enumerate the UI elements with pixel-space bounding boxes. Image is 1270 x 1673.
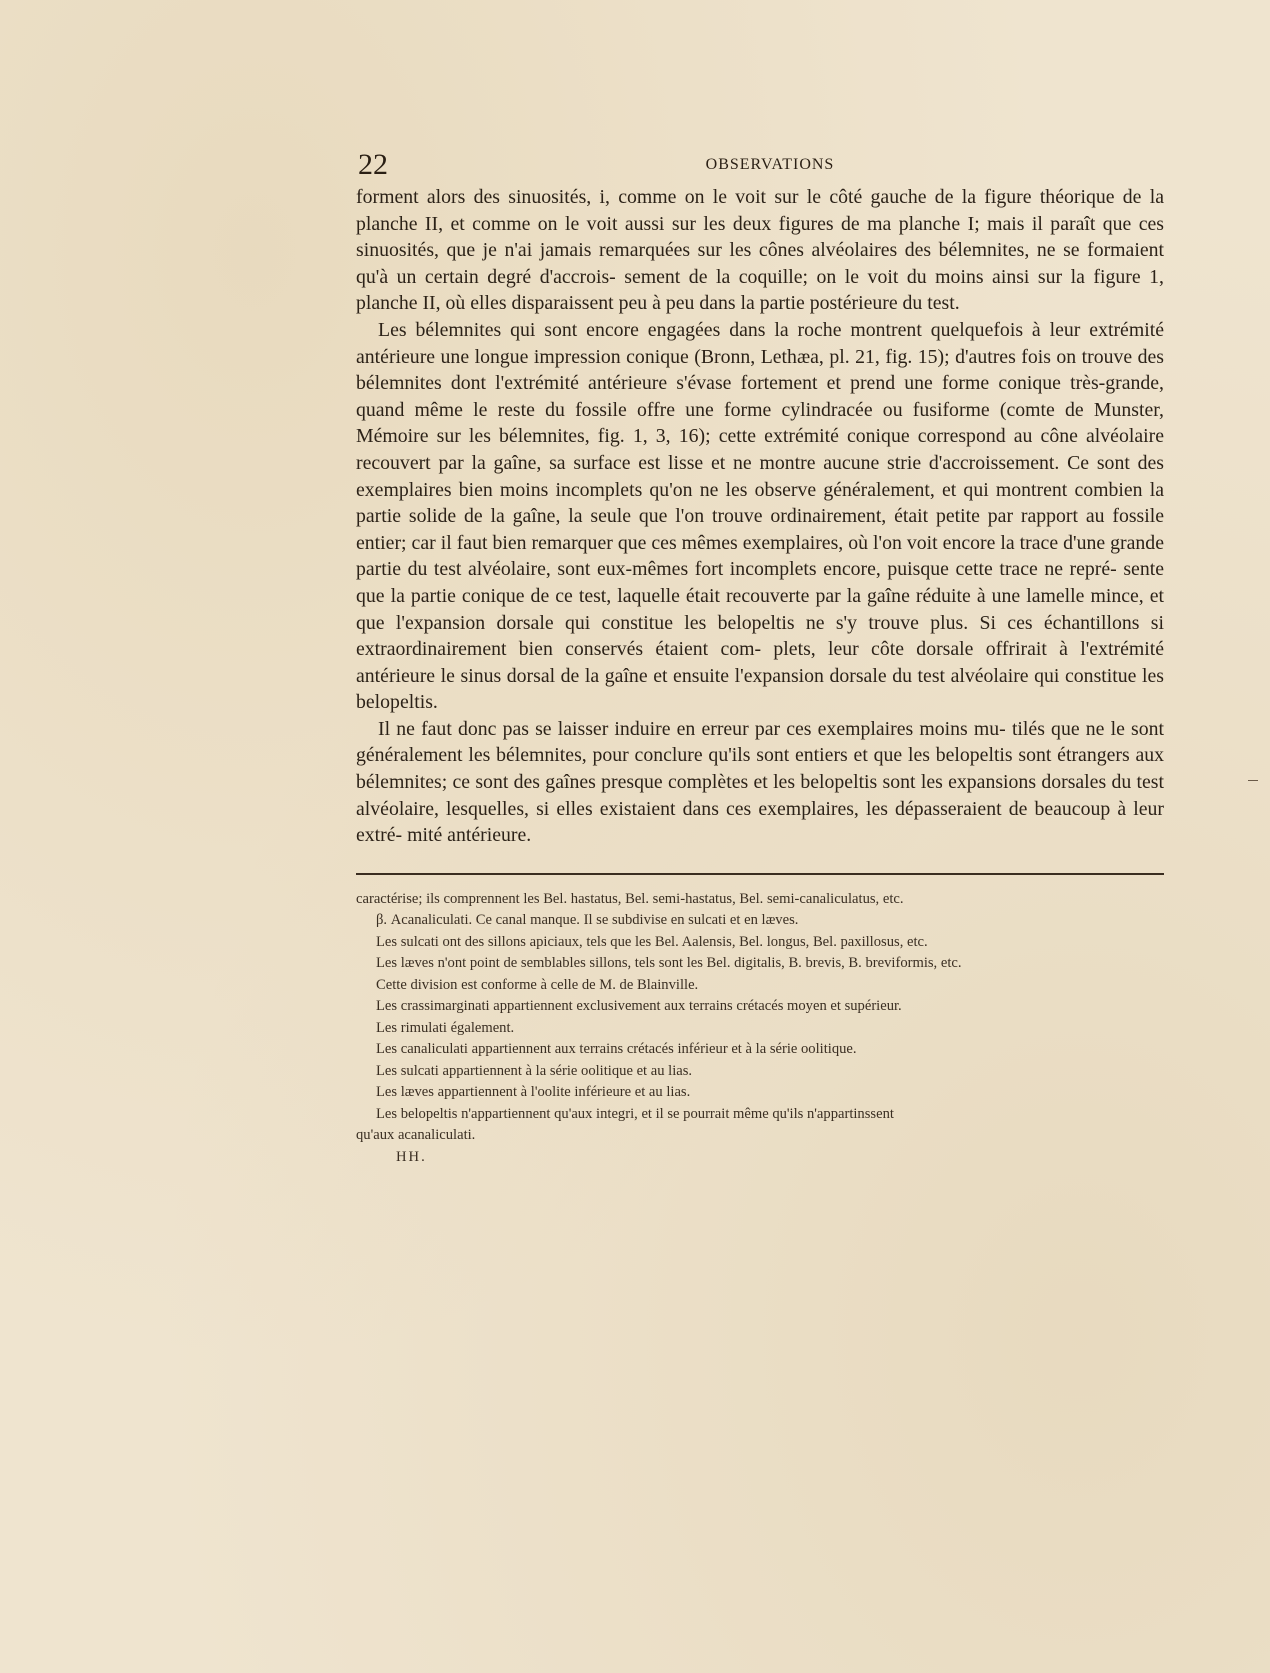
page-number: 22 <box>358 148 388 181</box>
text-line: recouvert par la gaîne, sa surface est lisse et ne montre aucune strie d'accroissement. <box>356 451 1060 474</box>
text-line: Les bélemnites qui sont encore engagées dans la roche montrent quelquefois à <box>378 318 1041 341</box>
text-line: mité antérieure. <box>407 824 532 847</box>
text-line: alvéolaire, sont eux-mêmes fort incomplets encore, puisque cette trace ne repré- <box>467 558 1117 581</box>
footnote-line: Les rimulati également. <box>376 1019 515 1036</box>
text-line: sement de la coquille; on le voit du moins ainsi sur la figure 1, planche II, où <box>356 265 1164 315</box>
footnote-line: caractérise; ils comprennent les Bel. hastatus, Bel. semi-hastatus, Bel. semi-canaliculatus, etc. <box>356 890 904 907</box>
text-line: si elles existaient dans ces exemplaires, les dépasseraient de beaucoup à leur extré- <box>356 797 1164 847</box>
page-header <box>356 150 1164 182</box>
text-line: Il ne faut donc pas se laisser induire en erreur par ces exemplaires moins mu- <box>378 717 1006 740</box>
footnote-line: Les canaliculati appartiennent aux terrains crétacés inférieur et à la série oolitique. <box>376 1041 857 1058</box>
text-line: fig. 15); d'autres fois on trouve des bélemnites dont l'extrémité antérieure s'évase <box>356 345 1165 395</box>
page <box>356 150 1164 1168</box>
text-line: cônes alvéolaires des bélemnites, ne se formaient qu'à un certain degré d'accrois- <box>356 239 1164 288</box>
text-line: trouve plus. Si ces échantillons si extraordinairement bien conservés étaient com- <box>356 611 1165 661</box>
text-line: leur extrémité antérieure une longue impression conique (Bronn, Lethæa, pl. 21, <box>356 318 1164 368</box>
text-line: tilés que ne le sont généralement les bélemnites, pour conclure qu'ils sont entiers <box>356 717 1165 767</box>
footnote-line: Les sulcati appartiennent à la série oolitique et au lias. <box>376 1062 693 1079</box>
text-line: fortement et prend une forme conique très-grande, quand même le reste du fossile <box>356 372 1164 421</box>
footnote-line: Les læves appartiennent à l'oolite inférieure et au lias. <box>376 1084 691 1101</box>
footnote-line: Cette division est conforme à celle de M. de Blainville. <box>376 976 699 993</box>
text-line: elles disparaissent peu à peu dans la partie postérieure du test. <box>470 292 960 315</box>
footnote-rule <box>356 873 1164 875</box>
text-line: et qui montrent combien la partie solide de la gaîne, la seule que l'on trouve <box>356 478 1164 528</box>
margin-mark <box>1248 780 1258 781</box>
paragraph-1 <box>356 184 1164 317</box>
footnote-line: Les sulcati ont des sillons apiciaux, tels que les Bel. Aalensis, Bel. longus, Bel. paxillosus, etc. <box>376 933 928 950</box>
footnote-line: qu'aux acanaliculati. <box>356 1127 476 1144</box>
text-line: forment alors des sinuosités, i, comme on le voit sur le côté gauche de la figure <box>356 186 1032 208</box>
footnote-signature: HH. <box>396 1148 427 1165</box>
footnote <box>356 889 1164 1169</box>
text-line: théorique de la planche II, et comme on le voit aussi sur les deux figures de ma <box>356 186 1164 235</box>
text-line: planche I; mais il paraît que ces sinuosités, que je n'ai jamais remarquées sur les <box>356 212 1164 262</box>
running-title: OBSERVATIONS <box>705 156 835 173</box>
footnote-line: Les læves n'ont point de semblables sillons, tels sont les Bel. digitalis, B. brevis, B. breviformis, etc. <box>376 955 962 972</box>
text-line: Ce sont des exemplaires bien moins incomplets qu'on ne les observe généralement, <box>356 451 1164 501</box>
text-line: bélemnites, fig. 1, 3, 16); cette extrémité conique correspond au cône alvéolaire <box>499 425 1164 448</box>
text-line: plets, leur côte dorsale offrirait à l'extrémité antérieure le sinus dorsal de la gaîne <box>356 638 1165 687</box>
text-line: sente que la partie conique de ce test, laquelle était recouverte par la gaîne réduite <box>356 558 1164 607</box>
footnote-line: Les belopeltis n'appartiennent qu'aux integri, et il se pourrait même qu'ils n'appartinssent <box>376 1105 894 1122</box>
text-line: que ces mêmes exemplaires, où l'on voit encore la trace d'une grande partie du test <box>356 531 1164 581</box>
text-line: et ensuite l'expansion dorsale du test alvéolaire qui constitue les belopeltis. <box>356 664 1164 714</box>
text-line: à une lamelle mince, et que l'expansion dorsale qui constitue les belopeltis ne s'y <box>356 584 1165 634</box>
text-line: complètes et les belopeltis sont les expansions dorsales du test alvéolaire, lesquelles, <box>356 771 1165 820</box>
paragraph-2 <box>356 317 1164 716</box>
main-text <box>356 184 1164 849</box>
text-line: et que les belopeltis sont étrangers aux bélemnites; ce sont des gaînes presque <box>356 744 1165 794</box>
text-line: ordinairement, était petite par rapport au fossile entier; car il faut bien remarquer <box>356 505 1165 554</box>
footnote-line: Les crassimarginati appartiennent exclusivement aux terrains crétacés moyen et supérieur. <box>376 998 902 1015</box>
footnote-line: β. Acanaliculati. Ce canal manque. Il se subdivise en sulcati et en læves. <box>376 912 799 929</box>
paragraph-3 <box>356 716 1164 849</box>
text-line: offre une forme cylindracée ou fusiforme (comte de Munster, Mémoire sur les <box>356 398 1164 448</box>
